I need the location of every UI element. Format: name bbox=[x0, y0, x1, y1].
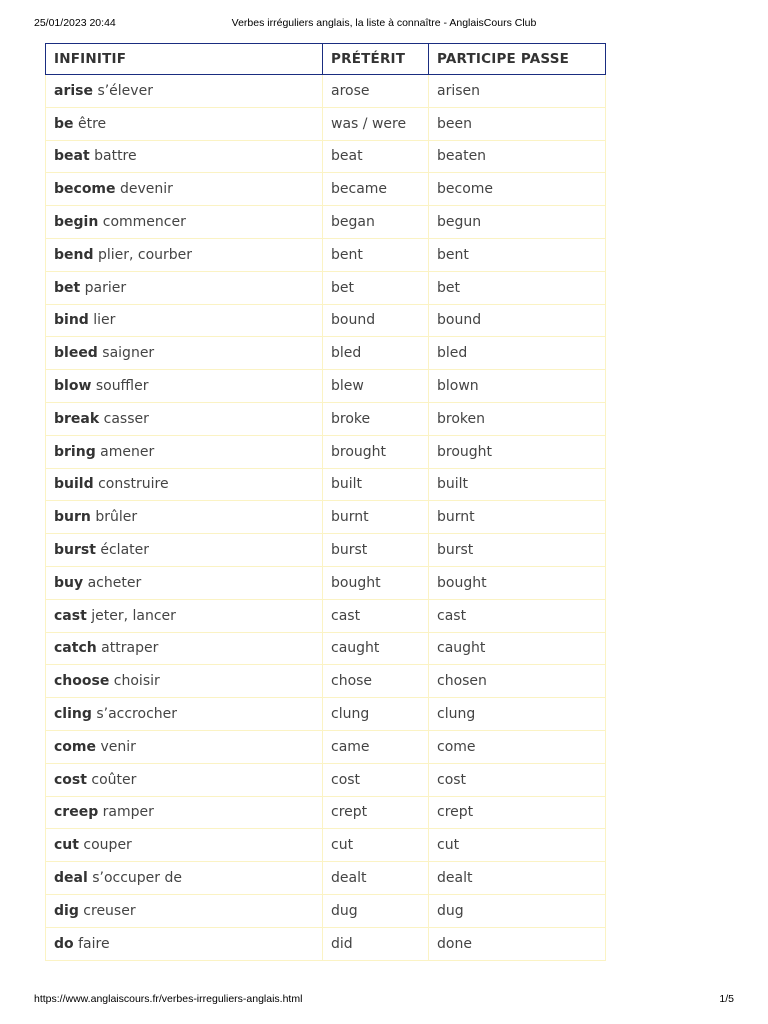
verb-infinitive: bend bbox=[54, 246, 94, 263]
preterit-cell: began bbox=[323, 206, 429, 239]
infinitive-cell bbox=[46, 927, 323, 960]
participle-cell: come bbox=[429, 730, 606, 763]
infinitive-cell bbox=[46, 796, 323, 829]
table-row bbox=[46, 173, 606, 206]
preterit-cell: bet bbox=[323, 271, 429, 304]
preterit-cell: burst bbox=[323, 534, 429, 567]
table-row bbox=[46, 894, 606, 927]
participle-cell: beaten bbox=[429, 140, 606, 173]
infinitive-cell bbox=[46, 599, 323, 632]
infinitive-cell bbox=[46, 435, 323, 468]
preterit-cell: broke bbox=[323, 402, 429, 435]
participle-cell: begun bbox=[429, 206, 606, 239]
infinitive-cell bbox=[46, 862, 323, 895]
preterit-cell: cost bbox=[323, 763, 429, 796]
participle-cell: bet bbox=[429, 271, 606, 304]
participle-cell: burnt bbox=[429, 501, 606, 534]
verb-infinitive: dig bbox=[54, 902, 79, 919]
verb-translation: parier bbox=[84, 279, 127, 296]
table-row bbox=[46, 599, 606, 632]
preterit-cell: chose bbox=[323, 665, 429, 698]
infinitive-cell bbox=[46, 370, 323, 403]
table-row bbox=[46, 271, 606, 304]
page-url: https://www.anglaiscours.fr/verbes-irreguliers-anglais.html bbox=[34, 993, 303, 1005]
preterit-cell: bled bbox=[323, 337, 429, 370]
verb-infinitive: do bbox=[54, 935, 74, 952]
verb-infinitive: become bbox=[54, 181, 116, 198]
table-row bbox=[46, 632, 606, 665]
preterit-cell: crept bbox=[323, 796, 429, 829]
participle-cell: built bbox=[429, 468, 606, 501]
participle-cell: bought bbox=[429, 566, 606, 599]
verb-translation: lier bbox=[93, 312, 116, 329]
participle-cell: dug bbox=[429, 894, 606, 927]
verb-translation: souffler bbox=[95, 378, 149, 395]
infinitive-cell bbox=[46, 698, 323, 731]
participle-cell: brought bbox=[429, 435, 606, 468]
preterit-cell: bent bbox=[323, 238, 429, 271]
infinitive-cell bbox=[46, 75, 323, 108]
infinitive-cell bbox=[46, 402, 323, 435]
verb-translation: couper bbox=[83, 837, 132, 854]
preterit-cell: cast bbox=[323, 599, 429, 632]
infinitive-cell bbox=[46, 665, 323, 698]
verb-infinitive: burst bbox=[54, 542, 96, 559]
verb-infinitive: buy bbox=[54, 574, 84, 591]
table-row bbox=[46, 468, 606, 501]
verb-infinitive: come bbox=[54, 738, 96, 755]
infinitive-cell bbox=[46, 566, 323, 599]
table-row bbox=[46, 862, 606, 895]
verb-translation: acheter bbox=[87, 574, 142, 591]
verb-translation: amener bbox=[100, 443, 155, 460]
table-row bbox=[46, 665, 606, 698]
table-row bbox=[46, 730, 606, 763]
table-row bbox=[46, 75, 606, 108]
table-row bbox=[46, 140, 606, 173]
infinitive-cell bbox=[46, 206, 323, 239]
verb-infinitive: bleed bbox=[54, 345, 98, 362]
verb-translation: creuser bbox=[83, 902, 136, 919]
infinitive-cell bbox=[46, 271, 323, 304]
infinitive-cell bbox=[46, 534, 323, 567]
verb-translation: éclater bbox=[100, 542, 150, 559]
infinitive-cell bbox=[46, 304, 323, 337]
verb-translation: venir bbox=[100, 738, 136, 755]
verb-translation: saigner bbox=[102, 345, 155, 362]
participle-cell: cast bbox=[429, 599, 606, 632]
infinitive-cell bbox=[46, 894, 323, 927]
verb-translation: plier, courber bbox=[97, 246, 193, 263]
participle-cell: done bbox=[429, 927, 606, 960]
verb-infinitive: beat bbox=[54, 148, 90, 165]
preterit-cell: became bbox=[323, 173, 429, 206]
participle-cell: broken bbox=[429, 402, 606, 435]
verb-translation: construire bbox=[98, 476, 169, 493]
verb-infinitive: begin bbox=[54, 214, 99, 231]
infinitive-cell bbox=[46, 140, 323, 173]
infinitive-cell bbox=[46, 238, 323, 271]
verb-translation: faire bbox=[78, 935, 110, 952]
verb-infinitive: bring bbox=[54, 443, 96, 460]
table-row bbox=[46, 927, 606, 960]
infinitive-cell bbox=[46, 632, 323, 665]
table-body bbox=[46, 75, 606, 961]
preterit-cell: burnt bbox=[323, 501, 429, 534]
participle-cell: been bbox=[429, 107, 606, 140]
table-row bbox=[46, 304, 606, 337]
preterit-cell: blew bbox=[323, 370, 429, 403]
participle-cell: dealt bbox=[429, 862, 606, 895]
participle-cell: clung bbox=[429, 698, 606, 731]
verb-infinitive: deal bbox=[54, 870, 88, 887]
page-title: Verbes irréguliers anglais, la liste à connaître - AnglaisCours Club bbox=[231, 17, 537, 29]
participle-cell: crept bbox=[429, 796, 606, 829]
table-row bbox=[46, 337, 606, 370]
infinitive-cell bbox=[46, 763, 323, 796]
participle-cell: bound bbox=[429, 304, 606, 337]
participle-cell: burst bbox=[429, 534, 606, 567]
preterit-cell: bound bbox=[323, 304, 429, 337]
infinitive-cell bbox=[46, 829, 323, 862]
verb-translation: choisir bbox=[113, 673, 160, 690]
page-number: 1/5 bbox=[719, 993, 734, 1005]
irregular-verbs-table bbox=[45, 43, 606, 961]
verb-infinitive: bet bbox=[54, 279, 81, 296]
infinitive-cell bbox=[46, 173, 323, 206]
verb-infinitive: cost bbox=[54, 771, 87, 788]
preterit-cell: bought bbox=[323, 566, 429, 599]
participle-cell: bent bbox=[429, 238, 606, 271]
verb-infinitive: cast bbox=[54, 607, 87, 624]
verb-translation: coûter bbox=[91, 771, 137, 788]
infinitive-cell bbox=[46, 468, 323, 501]
participle-cell: chosen bbox=[429, 665, 606, 698]
print-datetime: 25/01/2023 20:44 bbox=[34, 17, 116, 29]
participle-cell: caught bbox=[429, 632, 606, 665]
preterit-cell: cut bbox=[323, 829, 429, 862]
preterit-cell: was / were bbox=[323, 107, 429, 140]
participle-cell: become bbox=[429, 173, 606, 206]
verb-translation: être bbox=[77, 115, 107, 132]
preterit-cell: dealt bbox=[323, 862, 429, 895]
print-header bbox=[34, 17, 734, 31]
preterit-cell: dug bbox=[323, 894, 429, 927]
verb-translation: attraper bbox=[101, 640, 159, 657]
participle-cell: bled bbox=[429, 337, 606, 370]
table-row bbox=[46, 763, 606, 796]
verb-infinitive: break bbox=[54, 410, 100, 427]
verb-translation: s’élever bbox=[97, 82, 153, 99]
table-row bbox=[46, 534, 606, 567]
verb-translation: devenir bbox=[119, 181, 173, 198]
column-header-preterit: PRÉTÉRIT bbox=[323, 44, 429, 75]
table-header-row bbox=[46, 44, 606, 75]
preterit-cell: built bbox=[323, 468, 429, 501]
table-row bbox=[46, 796, 606, 829]
verb-infinitive: bind bbox=[54, 312, 89, 329]
column-header-infinitif: INFINITIF bbox=[46, 44, 323, 75]
table-row bbox=[46, 206, 606, 239]
verb-translation: commencer bbox=[102, 214, 186, 231]
verb-translation: jeter, lancer bbox=[91, 607, 176, 624]
preterit-cell: did bbox=[323, 927, 429, 960]
verb-translation: brûler bbox=[95, 509, 138, 526]
print-footer bbox=[34, 993, 734, 1007]
infinitive-cell bbox=[46, 107, 323, 140]
verb-infinitive: cut bbox=[54, 837, 79, 854]
verb-translation: battre bbox=[94, 148, 137, 165]
preterit-cell: caught bbox=[323, 632, 429, 665]
table-row bbox=[46, 370, 606, 403]
table-row bbox=[46, 238, 606, 271]
infinitive-cell bbox=[46, 501, 323, 534]
verb-infinitive: arise bbox=[54, 82, 93, 99]
participle-cell: arisen bbox=[429, 75, 606, 108]
verb-infinitive: catch bbox=[54, 640, 97, 657]
table-row bbox=[46, 566, 606, 599]
table-row bbox=[46, 829, 606, 862]
participle-cell: cost bbox=[429, 763, 606, 796]
table-row bbox=[46, 402, 606, 435]
verb-translation: s’accrocher bbox=[96, 706, 178, 723]
preterit-cell: arose bbox=[323, 75, 429, 108]
verb-infinitive: burn bbox=[54, 509, 91, 526]
table-row bbox=[46, 501, 606, 534]
column-header-participe-passe: PARTICIPE PASSE bbox=[429, 44, 606, 75]
participle-cell: blown bbox=[429, 370, 606, 403]
preterit-cell: brought bbox=[323, 435, 429, 468]
preterit-cell: clung bbox=[323, 698, 429, 731]
verb-infinitive: be bbox=[54, 115, 74, 132]
verb-infinitive: cling bbox=[54, 706, 92, 723]
infinitive-cell bbox=[46, 730, 323, 763]
verb-infinitive: creep bbox=[54, 804, 99, 821]
table-row bbox=[46, 107, 606, 140]
infinitive-cell bbox=[46, 337, 323, 370]
table-row bbox=[46, 698, 606, 731]
participle-cell: cut bbox=[429, 829, 606, 862]
verb-translation: casser bbox=[103, 410, 149, 427]
verb-infinitive: choose bbox=[54, 673, 110, 690]
verb-infinitive: blow bbox=[54, 378, 92, 395]
verb-infinitive: build bbox=[54, 476, 94, 493]
verb-translation: s’occuper de bbox=[92, 870, 183, 887]
verb-translation: ramper bbox=[102, 804, 154, 821]
preterit-cell: beat bbox=[323, 140, 429, 173]
preterit-cell: came bbox=[323, 730, 429, 763]
table-row bbox=[46, 435, 606, 468]
